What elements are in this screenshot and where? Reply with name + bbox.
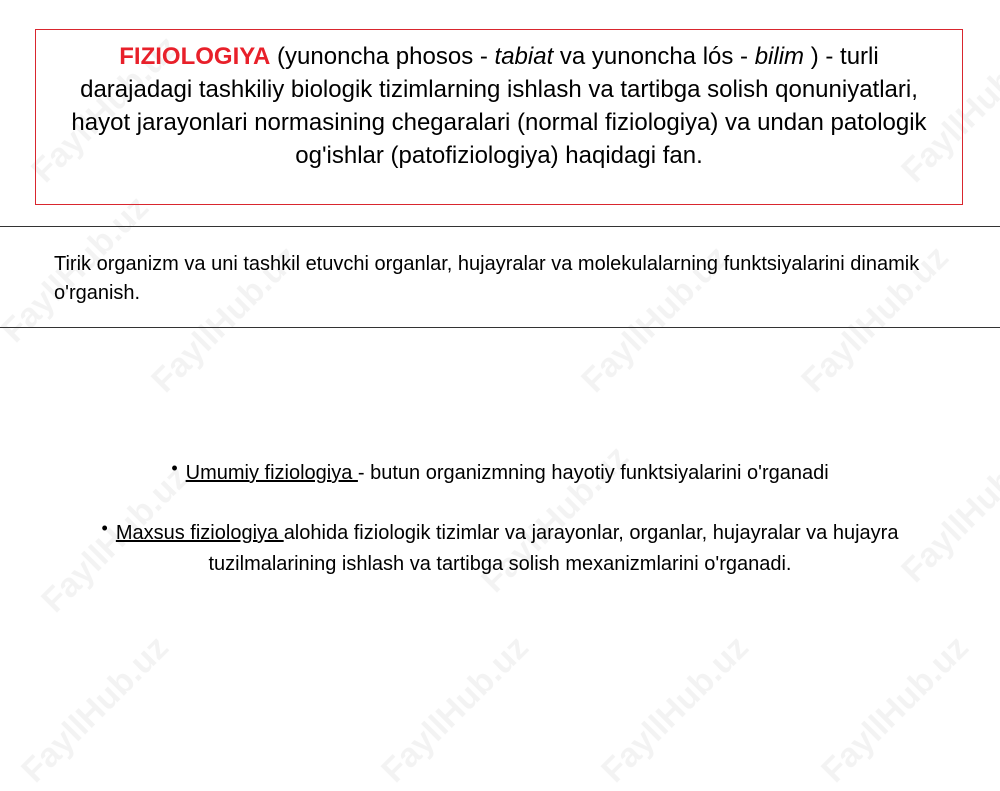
watermark (594, 628, 756, 790)
bullet-title: Maxsus fiziologiya (115, 522, 284, 544)
bullet-marker: • (101, 518, 108, 538)
definition-text: ) - turli darajadagi tashkiliy biologik tizimlarning ishlash va tartibga solish qonuniyatlari, hayot jarayonlari normasining chegaralari (normal fiziologiya) va undan patologik og'ishlar (patofiziologiya) haqidagi fan. (71, 43, 927, 169)
definition-box (35, 29, 963, 205)
definition-term: FIZIOLOGIYA (119, 43, 271, 70)
bullet-title: Umumiy fiziologiya (185, 462, 358, 484)
bullet-text: - butun organizmning hayotiy funktsiyalarini o'rganadi (357, 462, 829, 484)
watermark (14, 628, 176, 790)
bullet-item (40, 459, 960, 487)
definition-italic-word: tabiat (494, 43, 554, 70)
definition-text: va yunoncha lós - (553, 43, 755, 70)
divider-bottom (0, 327, 1000, 328)
watermark (374, 628, 536, 790)
divider-top (0, 226, 1000, 227)
definition-italic-word: bilim (754, 43, 805, 70)
bullet-text: alohida fiziologik tizimlar va jarayonlar, organlar, hujayralar va hujayra tuzilmalarining ishlash va tartibga solish mexanizmlarini o'rganadi. (208, 522, 899, 575)
bullet-marker: • (171, 458, 178, 478)
bullet-item (40, 518, 960, 580)
definition-text: (yunoncha phosos - (270, 43, 495, 70)
watermark (814, 628, 976, 790)
description-text: Tirik organizm va uni tashkil etuvchi organlar, hujayralar va molekulalarning funktsiyalarini dinamik o'rganish. (54, 253, 920, 304)
